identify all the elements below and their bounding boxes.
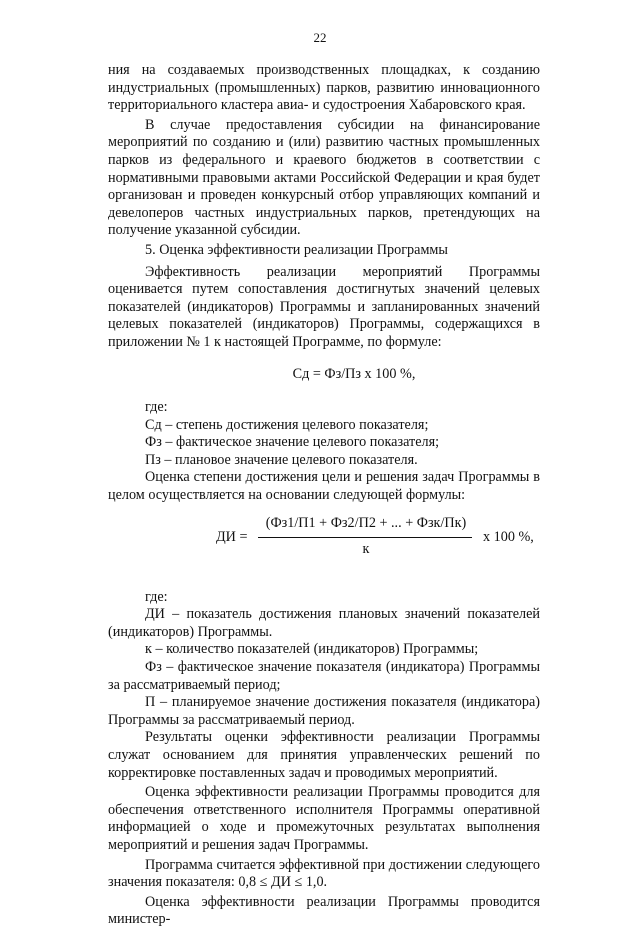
definition-fz-2: Фз – фактическое значение показателя (индикатора) Программы за рассматриваемый период; — [108, 659, 540, 693]
paragraph-efficiency: Эффективность реализации мероприятий Программы оценивается путем сопоставления достигнутых значений целевых показателей (индикаторов) Программы и запланированных значений целевых показателей (индикаторов) Программы, содержащихся в приложении № 1 к настоящей Программе, по формуле: — [108, 263, 540, 350]
where-label: где: — [145, 399, 168, 416]
definition-fz: Фз – фактическое значение целевого показателя; — [145, 434, 440, 451]
definition-di: ДИ – показатель достижения плановых значений показателей (индикаторов) Программы. — [108, 606, 540, 640]
paragraph-criterion: Программа считается эффективной при достижении следующего значения показателя: 0,8 ≤ ДИ ≤ 1,0. — [108, 856, 540, 891]
paragraph-ministry: Оценка эффективности реализации Программы проводится министер- — [108, 893, 540, 928]
page-number: 22 — [313, 30, 327, 45]
section-heading: 5. Оценка эффективности реализации Программы — [145, 241, 448, 258]
formula-di-left: ДИ = — [216, 528, 248, 545]
paragraph-goal-assessment: Оценка степени достижения цели и решения задач Программы в целом осуществляется на основании следующей формулы: — [108, 469, 540, 504]
paragraph-continuation: ния на создаваемых производственных площадках, к созданию индустриальных (промышленных) парков, развитию инновационного территориального кластера авиа- и судостроения Хабаровского края. — [108, 62, 540, 114]
definition-k: к – количество показателей (индикаторов) Программы; — [145, 641, 479, 658]
formula-di-denominator: к — [362, 540, 370, 557]
where-label-2: где: — [145, 588, 168, 605]
definition-p: П – планируемое значение достижения показателя (индикатора) Программы за рассматриваемый период. — [108, 694, 540, 728]
definition-sd: Сд – степень достижения целевого показателя; — [145, 416, 429, 433]
fraction-bar — [258, 537, 472, 538]
formula-achievement-degree: Сд = Фз/Пз х 100 %, — [292, 365, 416, 382]
formula-di — [108, 515, 540, 575]
definition-pz: Пз – плановое значение целевого показателя. — [145, 451, 418, 468]
document-body — [108, 62, 540, 929]
formula-di-right: х 100 %, — [483, 528, 534, 545]
paragraph-subsidy: В случае предоставления субсидии на финансирование мероприятий по созданию и (или) развитию частных промышленных парков из федерального и краевого бюджетов в соответствии с нормативными правовыми актами Российской Федерации и края будет организован и проведен конкурсный отбор управляющих компаний и девелоперов частных индустриальных парков, претендующих на получение указанной субсидии. — [108, 116, 540, 239]
paragraph-results: Результаты оценки эффективности реализации Программы служат основанием для принятия управленческих решений по корректировке поставленных задач и проводимых мероприятий. — [108, 729, 540, 781]
formula-di-numerator: (Фз1/П1 + Фз2/П2 + ... + Фзк/Пк) — [265, 514, 467, 531]
paragraph-purpose: Оценка эффективности реализации Программы проводится для обеспечения ответственного исполнителя Программы оперативной информацией о ходе и промежуточных результатах выполнения мероприятий и решения задач Программы. — [108, 784, 540, 853]
